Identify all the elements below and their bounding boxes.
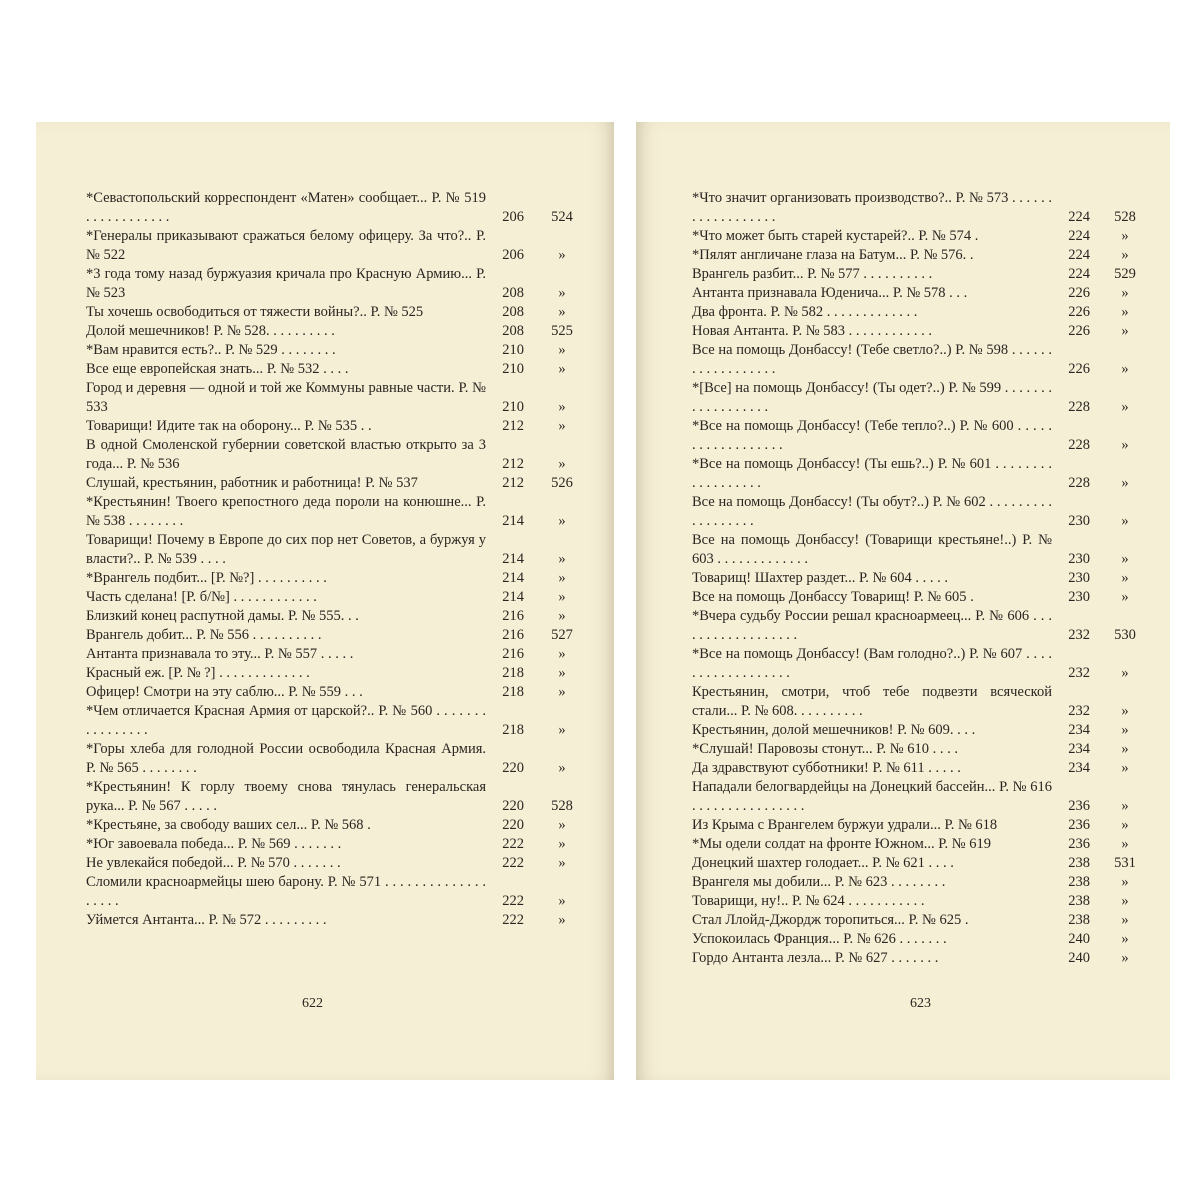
entry-page: 224 (1068, 247, 1090, 263)
entry-volume-page: 531 (1114, 855, 1136, 871)
toc-entry (692, 284, 1144, 303)
entry-title: Все на помощь Донбассу Товарищ! Р. № 605 . (692, 589, 974, 605)
entry-volume-page: » (558, 912, 566, 928)
entry-page: 224 (1068, 209, 1090, 225)
entry-volume-page: » (1121, 513, 1129, 529)
entry-page: 238 (1068, 912, 1090, 928)
toc-entry (86, 854, 586, 873)
toc-entry (86, 778, 586, 816)
entry-page: 208 (502, 323, 524, 339)
toc-entry (692, 778, 1144, 816)
toc-entry (86, 189, 586, 227)
toc-entry (86, 265, 586, 303)
entry-page: 222 (502, 855, 524, 871)
toc-entry (86, 626, 586, 645)
entry-page: 240 (1068, 931, 1090, 947)
entry-volume-page: » (558, 342, 566, 358)
entry-title: *Генералы приказывают сражаться белому офицеру. За что?.. Р. № 522 (86, 228, 486, 263)
entry-title: *Вчера судьбу России решал красноармеец... Р. № 606 . . . . . . . . . . . . . . . . . . (692, 608, 1052, 643)
toc-entry (692, 683, 1144, 721)
toc-entry (692, 531, 1144, 569)
entry-volume-page: » (558, 589, 566, 605)
entry-page: 226 (1068, 304, 1090, 320)
toc-list-left (86, 189, 586, 930)
toc-entry (86, 417, 586, 436)
entry-volume-page: » (1121, 570, 1129, 586)
entry-title: Два фронта. Р. № 582 . . . . . . . . . . . . . (692, 304, 918, 320)
entry-page: 220 (502, 798, 524, 814)
entry-volume-page: 530 (1114, 627, 1136, 643)
entry-title: Нападали белогвардейцы на Донецкий бассейн... Р. № 616 . . . . . . . . . . . . . . . . (692, 779, 1052, 814)
toc-entry (692, 303, 1144, 322)
entry-page: 216 (502, 646, 524, 662)
entry-title: Товарищи, ну!.. Р. № 624 . . . . . . . . . . . (692, 893, 925, 909)
entry-volume-page: » (1121, 304, 1129, 320)
entry-title: Все на помощь Донбассу! (Тебе светло?..) Р. № 598 . . . . . . . . . . . . . . . . . . (692, 342, 1052, 377)
entry-volume-page: » (558, 684, 566, 700)
entry-page: 236 (1068, 836, 1090, 852)
toc-entry (86, 664, 586, 683)
entry-page: 236 (1068, 817, 1090, 833)
entry-volume-page: » (558, 247, 566, 263)
entry-title: В одной Смоленской губернии советской властью открыто за 3 года... Р. № 536 (86, 437, 486, 472)
toc-entry (692, 189, 1144, 227)
toc-entry (692, 569, 1144, 588)
entry-volume-page: 524 (551, 209, 573, 225)
entry-title: Из Крыма с Врангелем буржуи удрали... Р. № 618 (692, 817, 998, 833)
entry-page: 218 (502, 665, 524, 681)
toc-entry (692, 417, 1144, 455)
entry-title: *Что значит организовать производство?.. Р. № 573 . . . . . . . . . . . . . . . . . . (692, 190, 1052, 225)
entry-volume-page: 529 (1114, 266, 1136, 282)
entry-title: Не увлекайся победой... Р. № 570 . . . . . . . (86, 855, 341, 871)
entry-title: *Вам нравится есть?.. Р. № 529 . . . . . . . . (86, 342, 336, 358)
entry-title: *Горы хлеба для голодной России освободила Красная Армия. Р. № 565 . . . . . . . . (86, 741, 486, 776)
entry-page: 238 (1068, 855, 1090, 871)
entry-volume-page: » (558, 722, 566, 738)
entry-volume-page: » (1121, 475, 1129, 491)
entry-page: 228 (1068, 399, 1090, 415)
entry-volume-page: » (558, 665, 566, 681)
entry-volume-page: » (1121, 228, 1129, 244)
page-number-left: 622 (302, 996, 323, 1011)
entry-volume-page: » (1121, 399, 1129, 415)
entry-title: Товарищ! Шахтер раздет... Р. № 604 . . . . . (692, 570, 949, 586)
page-number-right: 623 (910, 996, 931, 1011)
entry-volume-page: 528 (1114, 209, 1136, 225)
toc-entry (86, 493, 586, 531)
entry-title: Антанта признавала то эту... Р. № 557 . . . . . (86, 646, 354, 662)
entry-title: *3 года тому назад буржуазия кричала про Красную Армию... Р. № 523 (86, 266, 486, 301)
entry-title: Врангель добит... Р. № 556 . . . . . . . . . . (86, 627, 322, 643)
entry-title: *Врангель подбит... [Р. №?] . . . . . . . . . . (86, 570, 327, 586)
entry-volume-page: » (1121, 437, 1129, 453)
entry-volume-page: » (1121, 741, 1129, 757)
left-page (36, 122, 614, 1080)
entry-title: *Севастопольский корреспондент «Матен» сообщает... Р. № 519 . . . . . . . . . . . . (86, 190, 486, 225)
entry-title: Стал Ллойд-Джордж торопиться... Р. № 625 . (692, 912, 969, 928)
entry-page: 218 (502, 722, 524, 738)
toc-entry (86, 607, 586, 626)
entry-page: 238 (1068, 893, 1090, 909)
toc-entry (692, 246, 1144, 265)
entry-volume-page: » (558, 893, 566, 909)
entry-volume-page: » (558, 285, 566, 301)
entry-volume-page: » (558, 399, 566, 415)
entry-title: Да здравствуют субботники! Р. № 611 . . . . . (692, 760, 961, 776)
entry-page: 236 (1068, 798, 1090, 814)
entry-page: 240 (1068, 950, 1090, 966)
entry-page: 226 (1068, 361, 1090, 377)
entry-volume-page: » (558, 646, 566, 662)
entry-volume-page: » (1121, 722, 1129, 738)
entry-title: Все на помощь Донбассу! (Товарищи крестьяне!..) Р. № 603 . . . . . . . . . . . . . (692, 532, 1052, 567)
toc-entry (692, 588, 1144, 607)
entry-title: Все на помощь Донбассу! (Ты обут?..) Р. № 602 . . . . . . . . . . . . . . . . . . (692, 494, 1052, 529)
toc-entry (86, 474, 586, 493)
entry-title: *Что может быть старей кустарей?.. Р. № 574 . (692, 228, 979, 244)
entry-title: *Крестьяне, за свободу ваших сел... Р. № 568 . (86, 817, 371, 833)
entry-volume-page: » (558, 608, 566, 624)
toc-entry (86, 740, 586, 778)
entry-title: Уймется Антанта... Р. № 572 . . . . . . . . . (86, 912, 327, 928)
entry-volume-page: » (1121, 323, 1129, 339)
toc-entry (86, 341, 586, 360)
entry-page: 234 (1068, 760, 1090, 776)
entry-volume-page: » (1121, 912, 1129, 928)
entry-page: 232 (1068, 665, 1090, 681)
entry-title: *Мы одели солдат на фронте Южном... Р. № 619 (692, 836, 991, 852)
entry-volume-page: 526 (551, 475, 573, 491)
entry-title: Крестьянин, смотри, чтоб тебе подвезти всяческой стали... Р. № 608. . . . . . . . . . (692, 684, 1052, 719)
entry-title: Город и деревня — одной и той же Коммуны равные части. Р. № 533 (86, 380, 486, 415)
entry-title: *Юг завоевала победа... Р. № 569 . . . . . . . (86, 836, 342, 852)
toc-entry (86, 645, 586, 664)
entry-page: 224 (1068, 228, 1090, 244)
entry-page: 230 (1068, 513, 1090, 529)
toc-entry (86, 588, 586, 607)
entry-page: 212 (502, 456, 524, 472)
toc-entry (86, 835, 586, 854)
entry-page: 220 (502, 817, 524, 833)
entry-volume-page: » (1121, 798, 1129, 814)
entry-title: Красный еж. [Р. № ?] . . . . . . . . . . . . . (86, 665, 310, 681)
entry-title: Антанта признавала Юденича... Р. № 578 . . . (692, 285, 968, 301)
entry-page: 230 (1068, 589, 1090, 605)
entry-page: 214 (502, 570, 524, 586)
toc-entry (692, 835, 1144, 854)
entry-title: *Чем отличается Красная Армия от царской?.. Р. № 560 . . . . . . . . . . . . . . . . (86, 703, 486, 738)
toc-entry (86, 322, 586, 341)
entry-volume-page: » (558, 513, 566, 529)
toc-entry (692, 721, 1144, 740)
toc-entry (692, 379, 1144, 417)
toc-entry (692, 227, 1144, 246)
entry-volume-page: » (1121, 760, 1129, 776)
entry-title: Врангель разбит... Р. № 577 . . . . . . . . . . (692, 266, 933, 282)
toc-list-right (692, 189, 1144, 968)
entry-title: Гордо Антанта лезла... Р. № 627 . . . . . . . (692, 950, 939, 966)
toc-entry (692, 816, 1144, 835)
entry-title: Новая Антанта. Р. № 583 . . . . . . . . . . . . (692, 323, 932, 339)
entry-page: 238 (1068, 874, 1090, 890)
entry-volume-page: » (1121, 665, 1129, 681)
entry-volume-page: » (1121, 589, 1129, 605)
entry-volume-page: » (1121, 836, 1129, 852)
entry-title: *Все на помощь Донбассу! (Вам голодно?..) Р. № 607 . . . . . . . . . . . . . . . . . . (692, 646, 1052, 681)
entry-page: 222 (502, 893, 524, 909)
entry-title: Близкий конец распутной дамы. Р. № 555. . . (86, 608, 359, 624)
entry-title: *Все на помощь Донбассу! (Ты ешь?..) Р. № 601 . . . . . . . . . . . . . . . . . . (692, 456, 1052, 491)
entry-page: 212 (502, 475, 524, 491)
entry-title: Все еще европейская знать... Р. № 532 . . . . (86, 361, 349, 377)
entry-title: Офицер! Смотри на эту саблю... Р. № 559 . . . (86, 684, 363, 700)
toc-entry (692, 892, 1144, 911)
entry-page: 212 (502, 418, 524, 434)
entry-title: Долой мешечников! Р. № 528. . . . . . . . . . (86, 323, 335, 339)
toc-entry (86, 303, 586, 322)
entry-page: 214 (502, 513, 524, 529)
toc-entry (692, 341, 1144, 379)
entry-title: *Все на помощь Донбассу! (Тебе тепло?..) Р. № 600 . . . . . . . . . . . . . . . . . . (692, 418, 1052, 453)
entry-volume-page: 525 (551, 323, 573, 339)
entry-page: 232 (1068, 703, 1090, 719)
toc-entry (86, 911, 586, 930)
entry-page: 234 (1068, 741, 1090, 757)
entry-page: 208 (502, 285, 524, 301)
entry-title: Сломили красноармейцы шею барону. Р. № 571 . . . . . . . . . . . . . . . . . . . (86, 874, 486, 909)
entry-volume-page: » (558, 361, 566, 377)
toc-entry (86, 379, 586, 417)
entry-volume-page: » (1121, 874, 1129, 890)
entry-page: 220 (502, 760, 524, 776)
entry-volume-page: » (558, 836, 566, 852)
entry-page: 210 (502, 361, 524, 377)
toc-entry (86, 702, 586, 740)
toc-entry (86, 816, 586, 835)
toc-entry (692, 645, 1144, 683)
entry-title: *Пялят англичане глаза на Батум... Р. № 576. . (692, 247, 974, 263)
entry-volume-page: » (1121, 950, 1129, 966)
toc-entry (692, 911, 1144, 930)
entry-volume-page: » (1121, 361, 1129, 377)
entry-volume-page: » (558, 570, 566, 586)
entry-page: 228 (1068, 437, 1090, 453)
entry-volume-page: » (1121, 703, 1129, 719)
entry-volume-page: » (1121, 817, 1129, 833)
entry-title: Ты хочешь освободиться от тяжести войны?.. Р. № 525 (86, 304, 424, 320)
entry-title: Донецкий шахтер голодает... Р. № 621 . . . . (692, 855, 954, 871)
toc-entry (692, 607, 1144, 645)
entry-volume-page: » (1121, 893, 1129, 909)
entry-title: Часть сделана! [Р. б/№] . . . . . . . . . . . . (86, 589, 317, 605)
entry-page: 222 (502, 912, 524, 928)
entry-page: 216 (502, 608, 524, 624)
toc-entry (692, 759, 1144, 778)
entry-title: *Слушай! Паровозы стонут... Р. № 610 . . . . (692, 741, 959, 757)
toc-entry (86, 873, 586, 911)
toc-entry (86, 531, 586, 569)
entry-volume-page: 527 (551, 627, 573, 643)
toc-entry (86, 227, 586, 265)
entry-page: 224 (1068, 266, 1090, 282)
entry-page: 226 (1068, 323, 1090, 339)
entry-page: 222 (502, 836, 524, 852)
entry-page: 230 (1068, 570, 1090, 586)
entry-title: *Крестьянин! Твоего крепостного деда пороли на конюшне... Р. № 538 . . . . . . . . (86, 494, 486, 529)
entry-page: 234 (1068, 722, 1090, 738)
toc-entry (692, 740, 1144, 759)
entry-title: Товарищи! Почему в Европе до сих пор нет Советов, а буржуя у власти?.. Р. № 539 . . . . (86, 532, 486, 567)
entry-volume-page: » (558, 760, 566, 776)
entry-volume-page: » (1121, 931, 1129, 947)
entry-page: 210 (502, 342, 524, 358)
toc-entry (692, 322, 1144, 341)
toc-entry (692, 873, 1144, 892)
entry-page: 226 (1068, 285, 1090, 301)
toc-entry (86, 569, 586, 588)
toc-entry (692, 455, 1144, 493)
entry-volume-page: » (558, 456, 566, 472)
entry-volume-page: » (558, 817, 566, 833)
entry-volume-page: » (1121, 551, 1129, 567)
toc-entry (692, 930, 1144, 949)
entry-volume-page: » (558, 855, 566, 871)
entry-title: Слушай, крестьянин, работник и работница! Р. № 537 (86, 475, 418, 491)
entry-title: Успокоилась Франция... Р. № 626 . . . . . . . (692, 931, 947, 947)
entry-page: 218 (502, 684, 524, 700)
toc-entry (692, 493, 1144, 531)
entry-page: 214 (502, 551, 524, 567)
book-gutter (614, 122, 636, 1080)
entry-page: 232 (1068, 627, 1090, 643)
entry-title: *Крестьянин! К горлу твоему снова тянулась генеральская рука... Р. № 567 . . . . . (86, 779, 486, 814)
entry-volume-page: » (1121, 247, 1129, 263)
entry-title: Крестьянин, долой мешечников! Р. № 609. . . . (692, 722, 976, 738)
right-page (636, 122, 1170, 1080)
toc-entry (86, 436, 586, 474)
entry-title: Товарищи! Идите так на оборону... Р. № 535 . . (86, 418, 372, 434)
entry-page: 206 (502, 209, 524, 225)
entry-page: 214 (502, 589, 524, 605)
entry-volume-page: » (558, 551, 566, 567)
entry-title: Врангеля мы добили... Р. № 623 . . . . . . . . (692, 874, 946, 890)
entry-volume-page: » (558, 304, 566, 320)
toc-entry (86, 683, 586, 702)
entry-page: 210 (502, 399, 524, 415)
entry-page: 228 (1068, 475, 1090, 491)
toc-entry (86, 360, 586, 379)
entry-page: 208 (502, 304, 524, 320)
toc-entry (692, 854, 1144, 873)
entry-volume-page: » (558, 418, 566, 434)
entry-page: 230 (1068, 551, 1090, 567)
toc-entry (692, 265, 1144, 284)
entry-volume-page: 528 (551, 798, 573, 814)
entry-page: 206 (502, 247, 524, 263)
entry-title: *[Все] на помощь Донбассу! (Ты одет?..) Р. № 599 . . . . . . . . . . . . . . . . . . (692, 380, 1052, 415)
entry-volume-page: » (1121, 285, 1129, 301)
entry-page: 216 (502, 627, 524, 643)
toc-entry (692, 949, 1144, 968)
